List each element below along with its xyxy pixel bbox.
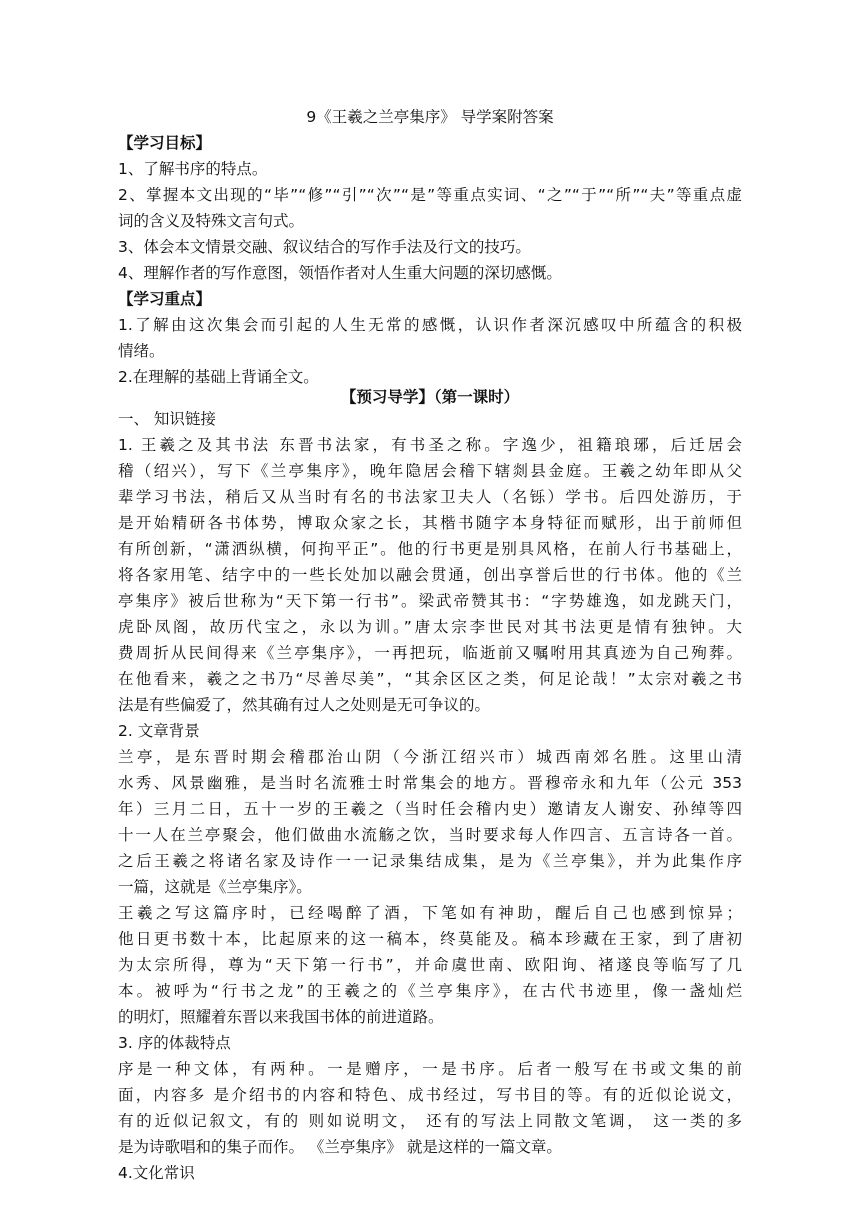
- preview-heading: 【预习导学】（第一课时）: [340, 388, 520, 406]
- paragraph-line: 的明灯，照耀着东晋以来我国书体的前进道路。: [118, 1008, 444, 1026]
- section2-heading: 2. 文章背景: [118, 722, 200, 740]
- goal-line: 3、体会本文情景交融、叙议结合的写作手法及行文的技巧。: [118, 238, 531, 256]
- paragraph-line: 将各家用笔、结字中的一些长处加以融会贯通，创出享誉后世的行书体。他的《兰: [118, 566, 742, 584]
- paragraph-line: 水秀、风景幽雅，是当时名流雅士时常集会的地方。晋穆帝永和九年（公元 353: [118, 774, 742, 792]
- key-heading: 【学习重点】: [118, 290, 212, 308]
- paragraph-line: 在他看来，羲之之书乃“尽善尽美”，“其余区区之类，何足论哉！”太宗对羲之书: [118, 670, 742, 688]
- section3-heading: 3. 序的体裁特点: [118, 1034, 231, 1052]
- paragraph-line: 十一人在兰亭聚会，他们做曲水流觞之饮，当时要求每人作四言、五言诗各一首。: [118, 826, 742, 844]
- paragraph-line: 本。被呼为“行书之龙”的王羲之的《兰亭集序》，在古代书迹里，像一盏灿烂: [118, 982, 742, 1000]
- paragraph-line: 王羲之写这篇序时，已经喝醉了酒，下笔如有神助，醒后自己也感到惊异；: [118, 904, 742, 922]
- paragraph-line: 是为诗歌唱和的集子而作。 《兰亭集序》 就是这样的一篇文章。: [118, 1138, 562, 1156]
- goal-line: 词的含义及特殊文言句式。: [118, 212, 305, 230]
- paragraph-line: 亭集序》被后世称为“天下第一行书”。梁武帝赞其书：“字势雄逸，如龙跳天门，: [118, 592, 742, 610]
- document-title: 9《王羲之兰亭集序》 导学案附答案: [306, 108, 554, 126]
- paragraph-line: 稽（绍兴），写下《兰亭集序》，晚年隐居会稽下辖剡县金庭。王羲之幼年即从父: [118, 462, 742, 480]
- paragraph-line: 他日更书数十本，比起原来的这一稿本，终莫能及。稿本珍藏在王家，到了唐初: [118, 930, 742, 948]
- paragraph-line: 有的近似记叙文，有的 则如说明文， 还有的写法上同散文笔调， 这一类的多: [118, 1112, 742, 1130]
- section1-heading: 一、 知识链接: [118, 410, 216, 428]
- key-line: 情绪。: [118, 342, 165, 360]
- section4-heading: 4.文化常识: [118, 1164, 195, 1182]
- paragraph-line: 有所创新，“潇洒纵横，何拘平正”。他的行书更是别具风格，在前人行书基础上，: [118, 540, 742, 558]
- paragraph-line: 之后王羲之将诸名家及诗作一一记录集结成集，是为《兰亭集》，并为此集作序: [118, 852, 742, 870]
- paragraph-line: 辈学习书法，稍后又从当时有名的书法家卫夫人（名铄）学书。后四处游历，于: [118, 488, 742, 506]
- key-line: 1.了解由这次集会而引起的人生无常的感慨，认识作者深沉感叹中所蕴含的积极: [118, 316, 742, 334]
- paragraph-line: 费周折从民间得来《兰亭集序》，一再把玩，临逝前又嘱咐用其真迹为自己殉葬。: [118, 644, 742, 662]
- paragraph-line: 年）三月二日，五十一岁的王羲之（当时任会稽内史）邀请友人谢安、孙绰等四: [118, 800, 742, 818]
- goal-line: 2、掌握本文出现的“毕”“修”“引”“次”“是”等重点实词、“之”“于”“所”“夫”等重点虚: [118, 186, 742, 204]
- goals-heading: 【学习目标】: [118, 134, 212, 152]
- key-line: 2.在理解的基础上背诵全文。: [118, 368, 319, 386]
- paragraph-line: 面，内容多 是介绍书的内容和特色、成书经过，写书目的等。有的近似论说文，: [118, 1086, 742, 1104]
- paragraph-line: 是开始精研各书体势，博取众家之长，其楷书随字本身特征而赋形，出于前师但: [118, 514, 742, 532]
- paragraph-line: 法是有些偏爱了，然其确有过人之处则是无可争议的。: [118, 696, 491, 714]
- paragraph-line: 序是一种文体，有两种。一是赠序，一是书序。后者一般写在书或文集的前: [118, 1060, 742, 1078]
- paragraph-line: 兰亭，是东晋时期会稽郡治山阴（今浙江绍兴市）城西南郊名胜。这里山清: [118, 748, 742, 766]
- paragraph-line: 为太宗所得，尊为“天下第一行书”，并命虞世南、欧阳询、褚遂良等临写了几: [118, 956, 742, 974]
- paragraph-line: 虎卧凤阁，故历代宝之，永以为训。”唐太宗李世民对其书法更是情有独钟。大: [118, 618, 742, 636]
- goal-line: 1、了解书序的特点。: [118, 160, 268, 178]
- goal-line: 4、理解作者的写作意图，领悟作者对人生重大问题的深切感慨。: [118, 264, 562, 282]
- paragraph-line: 1. 王羲之及其书法 东晋书法家，有书圣之称。字逸少，祖籍琅琊，后迁居会: [118, 436, 742, 454]
- paragraph-line: 一篇，这就是《兰亭集序》。: [118, 878, 312, 896]
